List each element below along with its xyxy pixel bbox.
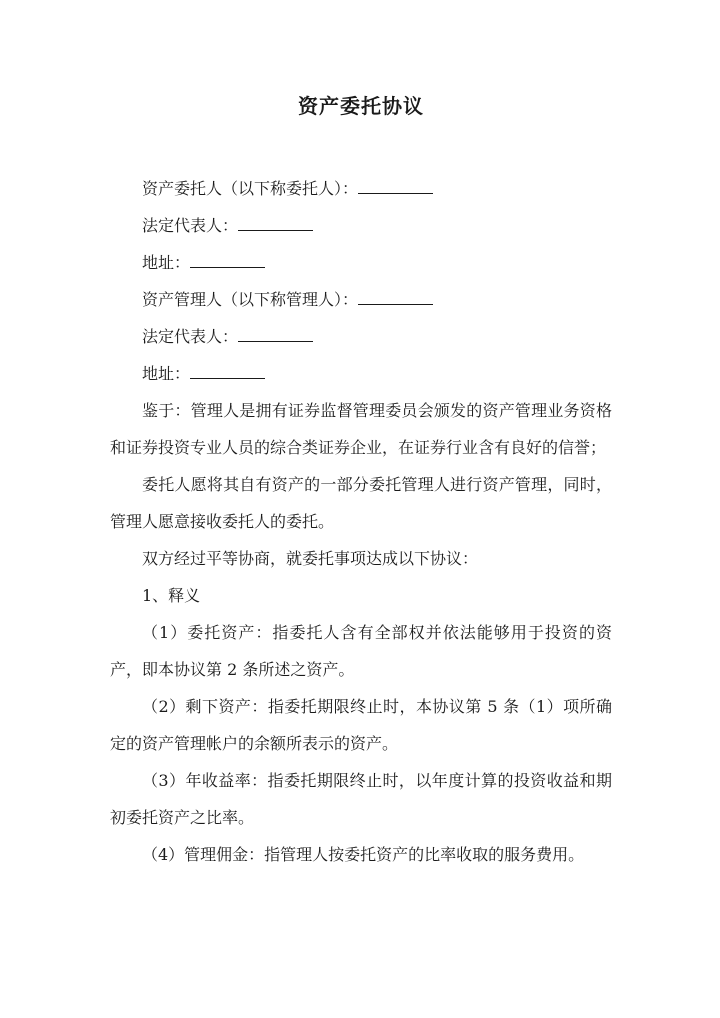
party-label: 地址： bbox=[142, 253, 191, 272]
party-label: 资产委托人（以下称委托人）： bbox=[142, 179, 359, 198]
definition-item: （4）管理佣金：指管理人按委托资产的比率收取的服务费用。 bbox=[142, 845, 585, 864]
party-label: 地址： bbox=[142, 364, 191, 383]
blank-field[interactable] bbox=[190, 253, 265, 268]
definition-item: （2）剩下资产：指委托期限终止时，本协议第 5 条（1）项所确定的资产管理帐户的余额所表示的资产。 bbox=[110, 697, 612, 753]
blank-field[interactable] bbox=[358, 290, 433, 305]
section-heading: 1、释义 bbox=[142, 586, 201, 605]
body-section bbox=[110, 392, 612, 873]
party-line bbox=[110, 281, 612, 318]
blank-field[interactable] bbox=[238, 327, 313, 342]
blank-field[interactable] bbox=[238, 216, 313, 231]
party-line bbox=[110, 318, 612, 355]
party-line bbox=[110, 207, 612, 244]
paragraph: 鉴于：管理人是拥有证券监督管理委员会颁发的资产管理业务资格和证券投资专业人员的综合类证券企业，在证券行业含有良好的信誉； bbox=[110, 401, 612, 457]
paragraph: 双方经过平等协商，就委托事项达成以下协议： bbox=[142, 549, 479, 568]
party-line bbox=[110, 244, 612, 281]
party-line bbox=[110, 355, 612, 392]
party-line bbox=[110, 170, 612, 207]
party-label: 资产管理人（以下称管理人）： bbox=[142, 290, 359, 309]
definition-item: （3）年收益率：指委托期限终止时，以年度计算的投资收益和期初委托资产之比率。 bbox=[110, 771, 612, 827]
paragraph: 委托人愿将其自有资产的一部分委托管理人进行资产管理，同时，管理人愿意接收委托人的委托。 bbox=[110, 475, 612, 531]
party-label: 法定代表人： bbox=[142, 327, 239, 346]
parties-section bbox=[110, 170, 612, 392]
blank-field[interactable] bbox=[358, 179, 433, 194]
blank-field[interactable] bbox=[190, 364, 265, 379]
definition-item: （1）委托资产：指委托人含有全部权并依法能够用于投资的资产，即本协议第 2 条所述之资产。 bbox=[110, 623, 612, 679]
document-title: 资产委托协议 bbox=[298, 94, 424, 118]
party-label: 法定代表人： bbox=[142, 216, 239, 235]
